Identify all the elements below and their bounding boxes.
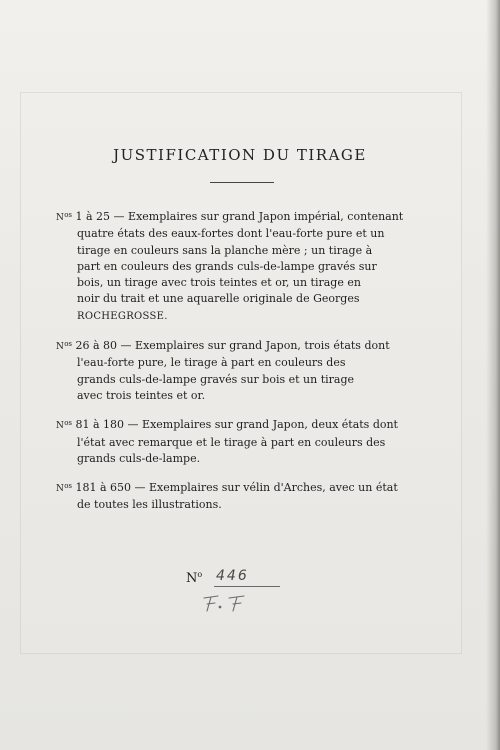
copy-number-underline: [214, 586, 280, 587]
entry-line: noir du trait et une aquarelle originale de Georges: [77, 292, 360, 306]
entry-line: [56, 207, 420, 226]
entry-prefix-sup: os: [64, 419, 72, 428]
edition-entry-4: [56, 478, 420, 514]
author-name: ROCHEGROSSE.: [77, 310, 168, 322]
entry-text: 1 à 25 — Exemplaires sur grand Japon impérial, contenant: [72, 210, 404, 223]
copy-number-handwritten: 446: [216, 568, 249, 584]
copy-label-sup: o: [197, 570, 203, 579]
handwritten-initials: [196, 592, 266, 614]
entry-prefix-sup: os: [64, 211, 72, 219]
edition-entry-1: [56, 207, 420, 325]
entry-line: bois, un tirage avec trois teintes et or, un tirage en: [77, 276, 361, 290]
entry-line: avec trois teintes et or.: [77, 388, 206, 402]
entry-prefix-sup: os: [64, 482, 72, 491]
entry-line: l'eau-forte pure, le tirage à part en couleurs des: [77, 356, 346, 370]
entry-line: tirage en couleurs sans la planche mère ; un tirage à: [77, 243, 373, 257]
entry-line: grands culs-de-lampe gravés sur bois et un tirage: [77, 372, 355, 386]
entry-line: [56, 478, 420, 497]
entry-text: 26 à 80 — Exemplaires sur grand Japon, trois états dont: [72, 339, 390, 353]
page-edge-shadow: [486, 0, 500, 750]
entry-line: de toutes les illustrations.: [77, 498, 222, 512]
entry-line: grands culs-de-lampe.: [77, 451, 201, 465]
copy-label-text: N: [186, 571, 198, 586]
entry-line: [56, 308, 420, 325]
edition-entry-3: [56, 415, 420, 467]
entry-line: quatre états des eaux-fortes dont l'eau-forte pure et un: [77, 227, 385, 241]
copy-number-label: [186, 570, 202, 586]
edition-list: [56, 207, 420, 525]
entry-line: l'état avec remarque et le tirage à part en couleurs des: [77, 435, 386, 449]
title-rule: [210, 182, 274, 183]
entry-prefix: N: [56, 421, 65, 432]
entry-prefix: N: [56, 484, 65, 495]
entry-prefix: N: [56, 342, 65, 353]
entry-prefix-sup: os: [64, 340, 72, 349]
entry-line: [56, 336, 420, 355]
copy-number-block: [186, 570, 296, 590]
entry-text: 181 à 650 — Exemplaires sur vélin d'Arches, avec un état: [72, 481, 398, 495]
entry-text: 81 à 180 — Exemplaires sur grand Japon, deux états dont: [72, 418, 398, 432]
edition-entry-2: [56, 336, 420, 404]
entry-line: part en couleurs des grands culs-de-lampe gravés sur: [77, 259, 377, 273]
entry-line: [56, 415, 420, 434]
page-title: JUSTIFICATION DU TIRAGE: [113, 146, 367, 164]
entry-prefix: N: [56, 213, 65, 223]
